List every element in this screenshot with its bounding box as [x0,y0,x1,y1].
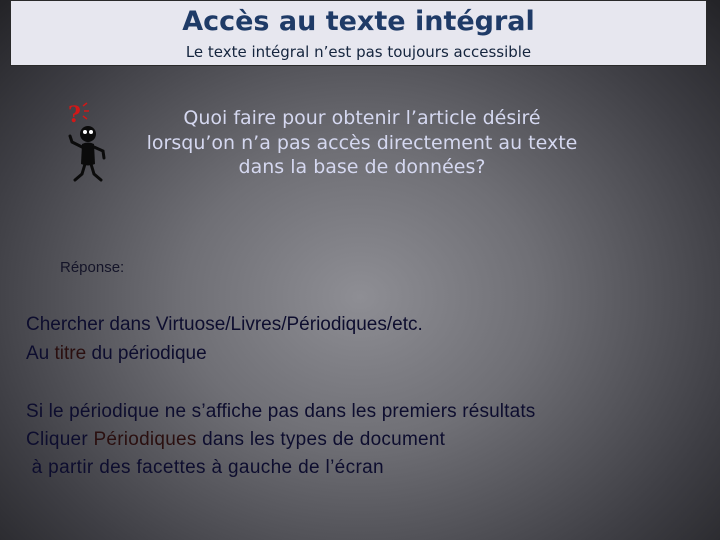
confused-person-icon [62,100,112,185]
question-line: Quoi faire pour obtenir l’article désiré [183,107,541,129]
answer-label: Réponse: [60,259,125,276]
answer-line-text: du périodique [86,343,207,364]
answer-line-title [26,342,207,366]
answer-line-text: Cliquer [26,429,94,450]
answer-line-click [26,428,445,452]
emphasis-text: Périodiques [93,429,197,450]
answer-line-text: Au [26,343,55,364]
answer-line-search: Chercher dans Virtuose/Livres/Périodiques/etc. [26,314,423,335]
question-text [122,106,602,180]
slide-title: Accès au texte intégral [182,6,535,37]
question-line: dans la base de données? [238,156,486,178]
answer-line-condition: Si le périodique ne s’affiche pas dans les premiers résultats [26,401,536,422]
question-line: lorsqu’on n’a pas accès directement au texte [146,131,578,154]
answer-line-facets: à partir des facettes à gauche de l’écran [26,457,384,478]
slide-subtitle: Le texte intégral n’est pas toujours accessible [185,43,532,61]
answer-line-text: dans les types de document [196,429,446,450]
svg-text:?: ? [68,102,81,128]
emphasis-text: titre [54,343,87,364]
title-banner [10,0,707,66]
